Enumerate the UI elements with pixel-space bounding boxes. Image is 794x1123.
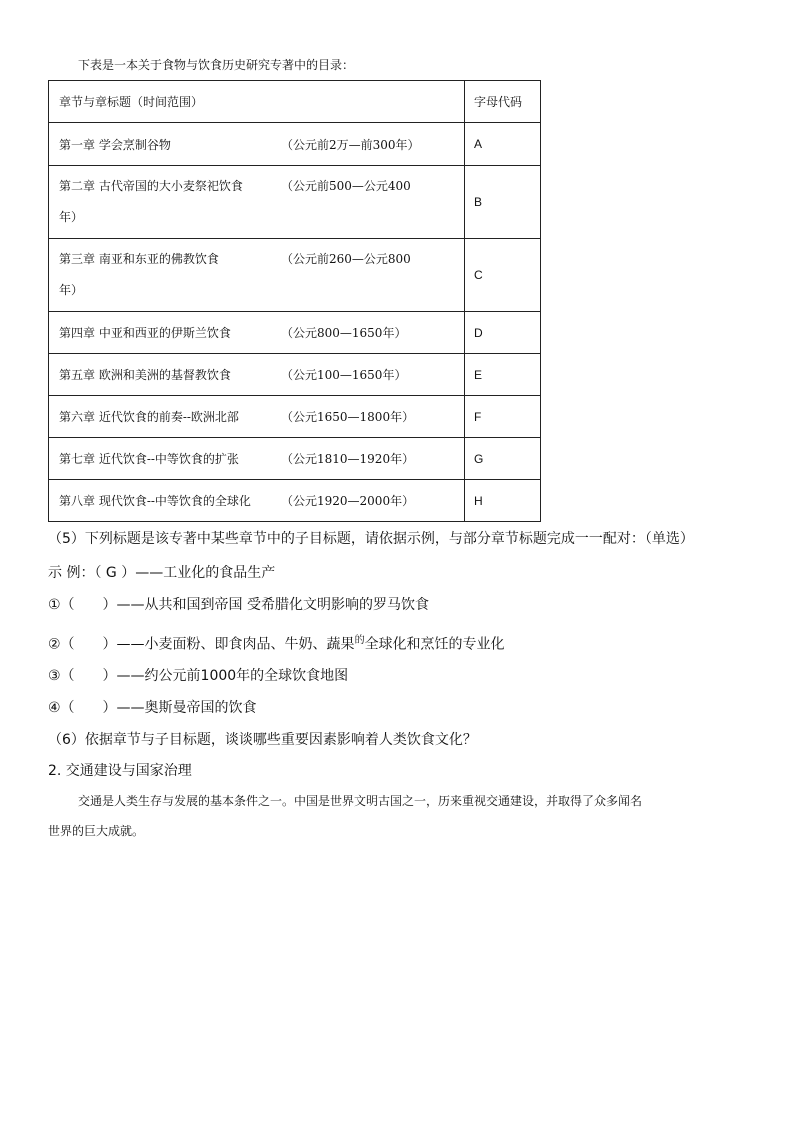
item-2-text-cont: 全球化和烹饪的专业化 xyxy=(364,636,505,653)
table-row xyxy=(49,312,541,354)
table-row xyxy=(49,396,541,438)
example-line: 示 例：（ G ）——工业化的食品生产 xyxy=(48,565,276,581)
table-row xyxy=(49,438,541,480)
item-2-text: ②（ ）——小麦面粉、即食肉品、牛奶、蔬果 xyxy=(48,636,355,653)
chapter-title: 第七章 近代饮食--中等饮食的扩张 xyxy=(59,452,239,466)
toc-table xyxy=(48,80,541,522)
chapter-code: G xyxy=(465,438,541,480)
item-2-superscript: 的 xyxy=(354,635,365,646)
chapter-code: D xyxy=(465,312,541,354)
chapter-title: 第二章 古代帝国的大小麦祭祀饮食 xyxy=(59,179,243,193)
chapter-code: E xyxy=(465,354,541,396)
chapter-code: A xyxy=(465,123,541,166)
chapter-period: （公元前500—公元400 xyxy=(281,179,411,193)
header-title: 章节与章标题（时间范围） xyxy=(49,81,465,123)
chapter-period-cont: 年） xyxy=(59,210,84,224)
table-row xyxy=(49,480,541,522)
chapter-period-cont: 年） xyxy=(59,283,84,297)
chapter-period: （公元1650—1800年） xyxy=(281,410,415,424)
chapter-code: H xyxy=(465,480,541,522)
chapter-period: （公元1920—2000年） xyxy=(281,494,415,508)
paragraph-line-2: 世界的巨大成就。 xyxy=(48,824,145,838)
question-6: （6）依据章节与子目标题，谈谈哪些重要因素影响着人类饮食文化？ xyxy=(48,732,477,748)
chapter-period: （公元800—1650年） xyxy=(281,326,407,340)
chapter-period: （公元100—1650年） xyxy=(281,368,407,382)
chapter-code: B xyxy=(465,166,541,239)
table-row xyxy=(49,123,541,166)
chapter-title: 第三章 南亚和东亚的佛教饮食 xyxy=(59,252,219,266)
paragraph-line-1: 交通是人类生存与发展的基本条件之一。中国是世界文明古国之一，历来重视交通建设，并取得了众多闻名 xyxy=(78,794,643,808)
chapter-code: C xyxy=(465,239,541,312)
item-4: ④（ ）——奥斯曼帝国的饮食 xyxy=(48,700,257,716)
table-row xyxy=(49,354,541,396)
table-header-row xyxy=(49,81,541,123)
chapter-period: （公元1810—1920年） xyxy=(281,452,415,466)
chapter-code: F xyxy=(465,396,541,438)
chapter-period: （公元前260—公元800 xyxy=(281,252,411,266)
chapter-title: 第五章 欧洲和美洲的基督教饮食 xyxy=(59,368,231,382)
chapter-title: 第六章 近代饮食的前奏--欧洲北部 xyxy=(59,410,239,424)
question-5: （5）下列标题是该专著中某些章节中的子目标题，请依据示例，与部分章节标题完成一一配对：（单选） xyxy=(48,531,694,547)
header-code: 字母代码 xyxy=(465,81,541,123)
table-row xyxy=(49,166,541,239)
chapter-title: 第八章 现代饮食--中等饮食的全球化 xyxy=(59,494,251,508)
item-3: ③（ ）——约公元前1000年的全球饮食地图 xyxy=(48,668,349,684)
item-2 xyxy=(48,631,505,654)
section-2-heading: 2. 交通建设与国家治理 xyxy=(48,763,192,779)
chapter-period: （公元前2万—前300年） xyxy=(281,137,420,152)
chapter-title: 第四章 中亚和西亚的伊斯兰饮食 xyxy=(59,326,231,340)
table-row xyxy=(49,239,541,312)
item-1: ①（ ）——从共和国到帝国 受希腊化文明影响的罗马饮食 xyxy=(48,597,429,613)
intro-text: 下表是一本关于食物与饮食历史研究专著中的目录： xyxy=(78,58,355,72)
chapter-title: 第一章 学会烹制谷物 xyxy=(59,137,171,152)
